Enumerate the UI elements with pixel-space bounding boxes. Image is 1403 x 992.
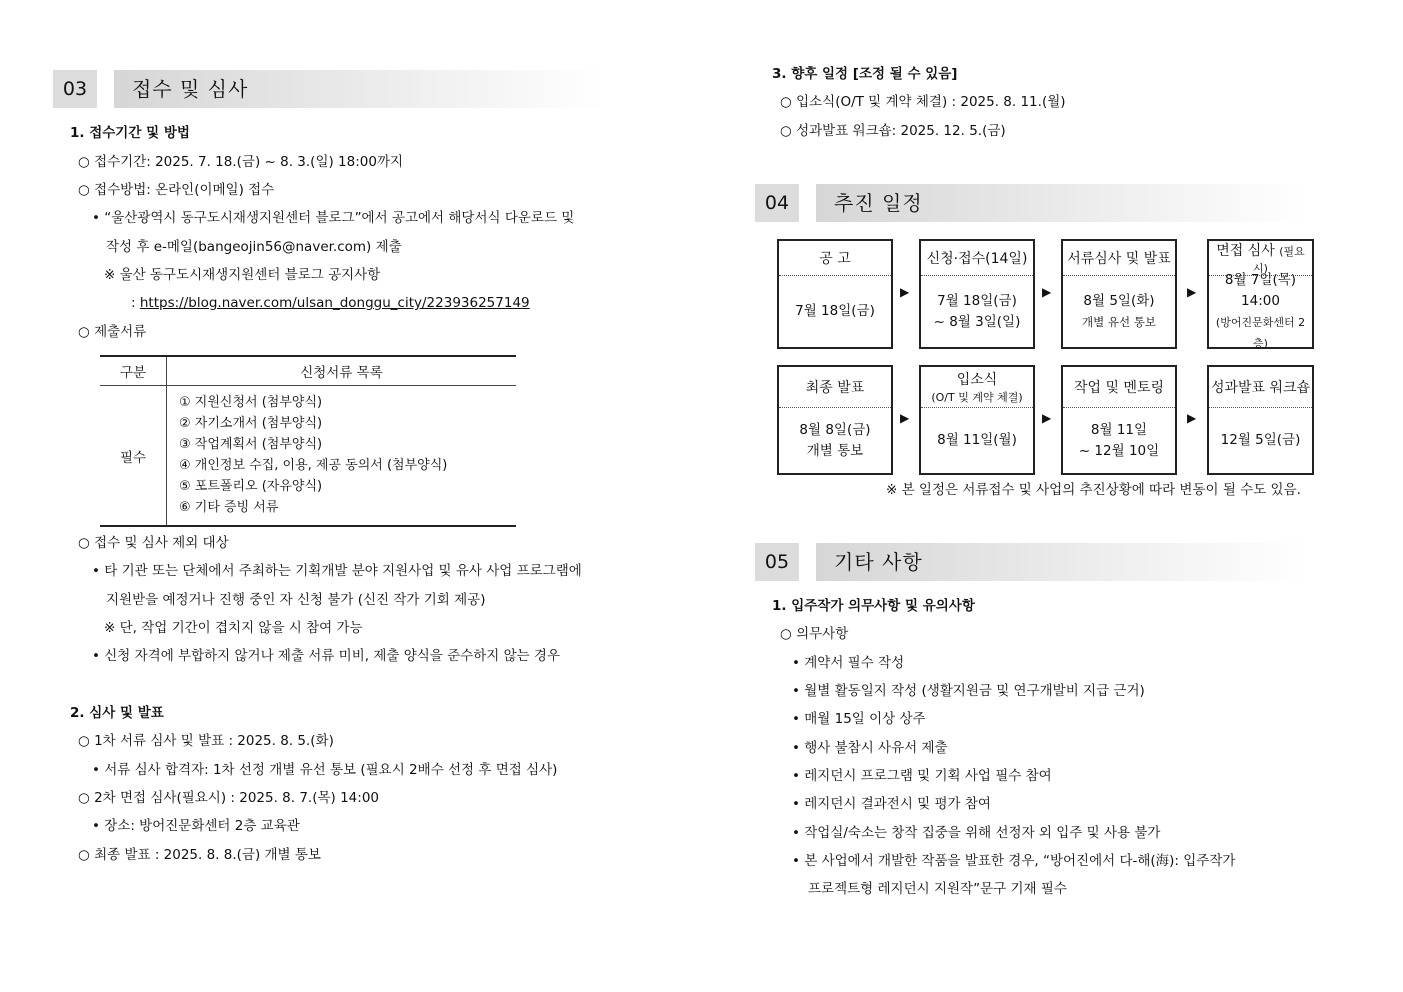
- final-announcement: ○ 최종 발표 : 2025. 8. 8.(금) 개별 통보: [78, 847, 321, 863]
- review-round2-bullet: • 장소: 방어진문화센터 2층 교육관: [92, 818, 300, 834]
- section-title: 추진 일정: [834, 191, 923, 215]
- section-05-header: [755, 543, 1315, 581]
- schedule-box-workshop: [1207, 365, 1314, 475]
- section-title-bar: [114, 70, 604, 108]
- schedule-detail: 개별 통보: [806, 442, 864, 459]
- table-header-row: [100, 356, 516, 386]
- schedule-box-body: [779, 276, 891, 347]
- schedule-box-title: 최종 발표: [779, 367, 891, 408]
- schedule-date: 8월 11일(월): [937, 432, 1017, 448]
- schedule-detail: 개별 유선 통보: [1082, 314, 1156, 329]
- review-round1-bullet: • 서류 심사 합격자: 1차 선정 개별 유선 통보 (필요시 2배수 선정 후 면접 심사): [92, 762, 558, 778]
- subsection-heading: 2. 심사 및 발표: [70, 705, 164, 721]
- application-method: ○ 접수방법: 온라인(이메일) 접수: [78, 182, 275, 198]
- schedule-box-title: 성과발표 워크숍: [1209, 367, 1312, 408]
- schedule-box-body: [1063, 408, 1175, 473]
- schedule-box-body: [1063, 276, 1175, 347]
- list-item: ⑥ 기타 증빙 서류: [179, 500, 279, 515]
- table-category-cell: 필수: [100, 386, 167, 527]
- section-number: 04: [755, 184, 799, 222]
- schedule-box-body: [1209, 271, 1312, 350]
- schedule-item: ○ 입소식(O/T 및 계약 체결) : 2025. 8. 11.(월): [780, 94, 1066, 110]
- list-item: • 계약서 필수 작성: [792, 655, 905, 671]
- schedule-date: 8월 11일: [1090, 421, 1148, 438]
- table-items-cell: [167, 386, 517, 527]
- schedule-box-title: 신청·접수(14일): [921, 241, 1033, 276]
- section-04-header: [755, 184, 1315, 222]
- section-title: 접수 및 심사: [132, 77, 249, 101]
- section-title-bar: [816, 184, 1306, 222]
- title-note: (O/T 및 계약 체결): [931, 391, 1023, 404]
- list-item: ④ 개인정보 수집, 이용, 제공 동의서 (첨부양식): [179, 458, 448, 473]
- schedule-box-application: [919, 239, 1035, 349]
- schedule-box-final: [777, 365, 893, 475]
- blog-note: ※ 울산 동구도시재생지원센터 블로그 공지사항: [104, 267, 381, 283]
- exclusion-bullet: • 타 기관 또는 단체에서 주최하는 기획개발 분야 지원사업 및 유사 사업 프로그램에: [92, 563, 582, 579]
- arrow-right-icon: ▶: [900, 285, 910, 299]
- schedule-box-orientation: [919, 365, 1035, 475]
- schedule-box-title: 서류심사 및 발표: [1063, 241, 1175, 276]
- list-item: • 작업실/숙소는 창작 집중을 위해 선정자 외 입주 및 사용 불가: [792, 825, 1161, 841]
- schedule-date: ~ 8월 3일(일): [933, 313, 1021, 330]
- schedule-box-interview: [1207, 239, 1314, 349]
- schedule-box-body: [1209, 408, 1312, 473]
- schedule-box-title: 작업 및 멘토링: [1063, 367, 1175, 408]
- list-item: • 매월 15일 이상 상주: [792, 711, 926, 727]
- schedule-box-body: [921, 276, 1033, 347]
- schedule-place: (방어진문화센터 2층): [1215, 315, 1306, 350]
- arrow-right-icon: ▶: [1042, 411, 1052, 425]
- blog-link[interactable]: https://blog.naver.com/ulsan_donggu_city/223936257149: [139, 295, 530, 311]
- table-row: [100, 386, 516, 527]
- schedule-box-announcement: [777, 239, 893, 349]
- schedule-box-body: [921, 408, 1033, 473]
- schedule-box-doc-review: [1061, 239, 1177, 349]
- list-item: ③ 작업계획서 (첨부양식): [179, 437, 323, 452]
- arrow-right-icon: ▶: [1187, 285, 1197, 299]
- subsection-heading: 3. 향후 일정 [조정 될 수 있음]: [772, 66, 958, 82]
- review-round2: ○ 2차 면접 심사(필요시) : 2025. 8. 7.(목) 14:00: [78, 790, 379, 806]
- schedule-date: 8월 7일(목): [1224, 271, 1297, 288]
- list-item: • 본 사업에서 개발한 작품을 발표한 경우, “방어진에서 다-해(海): 입주작가: [792, 853, 1236, 869]
- list-item: • 행사 불참시 사유서 제출: [792, 740, 948, 756]
- duties-label: ○ 의무사항: [780, 626, 849, 642]
- schedule-date: 8월 5일(화): [1083, 292, 1155, 309]
- exclusion-note: ※ 단, 작업 기간이 겹치지 않을 시 참여 가능: [104, 620, 363, 636]
- list-item: • 월별 활동일지 작성 (생활지원금 및 연구개발비 지급 근거): [792, 683, 1145, 699]
- schedule-box-mentoring: [1061, 365, 1177, 475]
- subsection-heading: 1. 입주작가 의무사항 및 유의사항: [772, 598, 975, 614]
- table-header-category: 구분: [100, 356, 167, 386]
- schedule-box-body: [779, 408, 891, 473]
- table-header-list: 신청서류 목록: [167, 356, 517, 386]
- section-title: 기타 사항: [834, 550, 923, 574]
- list-item: • 레지던시 결과전시 및 평가 참여: [792, 796, 991, 812]
- schedule-date: 7월 18일(금): [937, 292, 1017, 309]
- title-text: 면접 심사: [1216, 243, 1275, 259]
- title-note: (필요시): [1253, 245, 1305, 275]
- exclusion-label: ○ 접수 및 심사 제외 대상: [78, 535, 229, 551]
- list-item: ① 지원신청서 (첨부양식): [179, 395, 323, 410]
- list-item: • 레지던시 프로그램 및 기획 사업 필수 참여: [792, 768, 1052, 784]
- list-item: ② 자기소개서 (첨부양식): [179, 416, 323, 431]
- arrow-right-icon: ▶: [900, 411, 910, 425]
- method-bullet: • “울산광역시 동구도시재생지원센터 블로그”에서 공고에서 해당서식 다운로드 및: [92, 210, 575, 226]
- application-period: ○ 접수기간: 2025. 7. 18.(금) ~ 8. 3.(일) 18:00까지: [78, 154, 404, 170]
- section-number: 05: [755, 543, 799, 581]
- link-prefix: :: [131, 295, 136, 311]
- section-number: 03: [53, 70, 97, 108]
- list-item: ⑤ 포트폴리오 (자유양식): [179, 479, 323, 494]
- blog-link-row: [131, 294, 530, 312]
- subsection-heading: 1. 접수기간 및 방법: [70, 125, 190, 141]
- documents-label: ○ 제출서류: [78, 324, 147, 340]
- list-item-continued: 프로젝트형 레지던시 지원작”문구 기재 필수: [808, 881, 1067, 897]
- schedule-date: 12월 5일(금): [1220, 432, 1301, 448]
- schedule-box-title: [921, 367, 1033, 408]
- schedule-date: 7월 18일(금): [795, 303, 875, 319]
- section-title-bar: [816, 543, 1306, 581]
- arrow-right-icon: ▶: [1042, 285, 1052, 299]
- exclusion-bullet-continued: 지원받을 예정거나 진행 중인 자 신청 불가 (신진 작가 기회 제공): [106, 592, 486, 608]
- documents-table: [100, 355, 516, 527]
- schedule-time: 14:00: [1241, 292, 1280, 309]
- title-text: 입소식: [956, 372, 998, 388]
- exclusion-bullet: • 신청 자격에 부합하지 않거나 제출 서류 미비, 제출 양식을 준수하지 않는 경우: [92, 648, 561, 664]
- schedule-item: ○ 성과발표 워크숍: 2025. 12. 5.(금): [780, 123, 1006, 139]
- schedule-box-title: 공 고: [779, 241, 891, 276]
- schedule-date: ~ 12월 10일: [1078, 442, 1160, 459]
- review-round1: ○ 1차 서류 심사 및 발표 : 2025. 8. 5.(화): [78, 733, 334, 749]
- schedule-date: 8월 8일(금): [799, 421, 871, 438]
- section-03-header: [53, 70, 613, 108]
- method-bullet-continued: 작성 후 e-메일(bangeojin56@naver.com) 제출: [106, 239, 402, 255]
- arrow-right-icon: ▶: [1187, 411, 1197, 425]
- schedule-note: ※ 본 일정은 서류접수 및 사업의 추진상황에 따라 변동이 될 수도 있음.: [886, 482, 1301, 498]
